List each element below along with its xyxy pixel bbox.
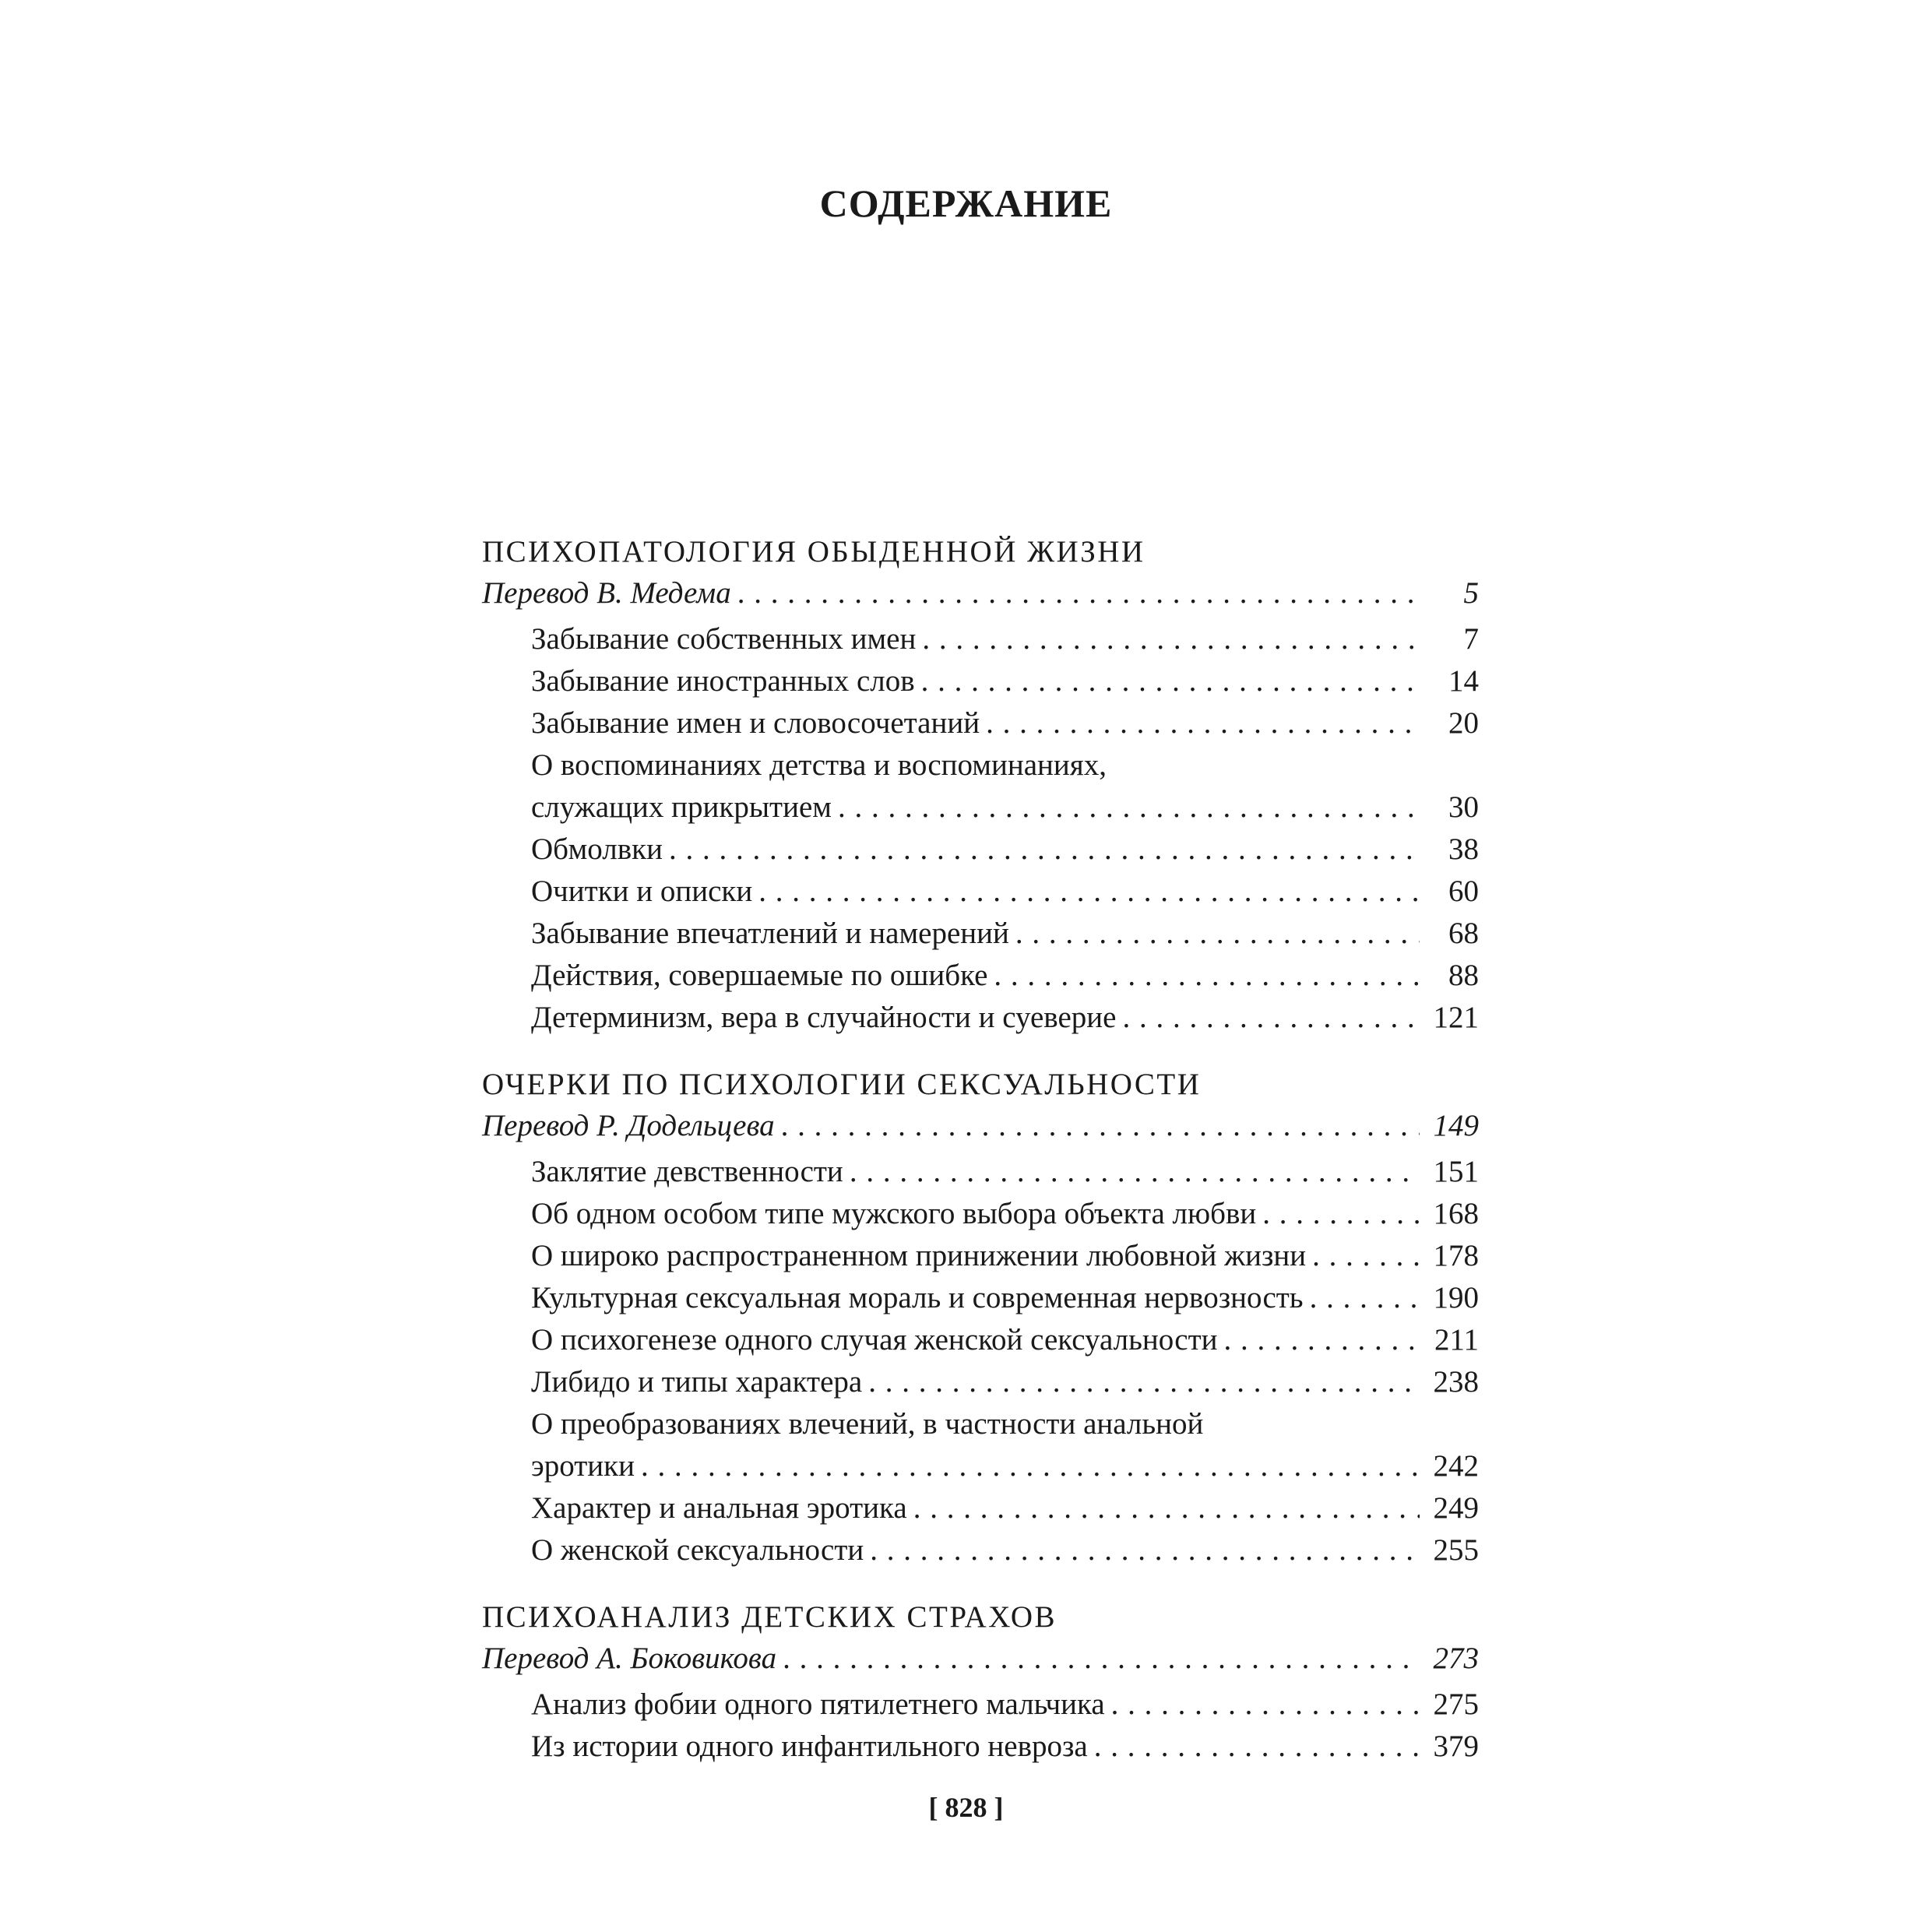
page-ref: 242 — [1433, 1449, 1479, 1483]
entry-title: Характер и анальная эротика — [531, 1491, 907, 1525]
toc-entry[interactable] — [482, 997, 1479, 1039]
toc-entry[interactable] — [482, 1726, 1479, 1768]
toc-entry[interactable] — [482, 1319, 1479, 1361]
page-ref: 190 — [1433, 1281, 1479, 1314]
toc-entry[interactable] — [482, 871, 1479, 913]
page-ref: 178 — [1433, 1239, 1479, 1272]
page-ref: 273 — [1433, 1642, 1479, 1675]
dot-leader — [758, 871, 1420, 913]
entry-title: О широко распространенном принижении любовной жизни — [531, 1239, 1307, 1272]
entry-title: О психогенезе одного случая женской сексуальности — [531, 1323, 1218, 1357]
entry-title-line1: О воспоминаниях детства и воспоминаниях, — [531, 748, 1107, 782]
entry-title-line1: О преобразованиях влечений, в частности анальной — [531, 1407, 1204, 1441]
toc-section — [482, 1597, 1479, 1768]
page-ref: 151 — [1433, 1155, 1479, 1188]
entry-title: Действия, совершаемые по ошибке — [531, 959, 988, 992]
entry-title: О женской сексуальности — [531, 1533, 864, 1567]
dot-leader — [1223, 1319, 1420, 1361]
toc-entry[interactable] — [482, 1487, 1479, 1529]
dot-leader — [922, 618, 1420, 660]
page-ref: 88 — [1448, 959, 1479, 992]
toc-entry[interactable] — [482, 913, 1479, 955]
dot-leader — [641, 1445, 1420, 1487]
toc-entry[interactable] — [482, 1193, 1479, 1235]
page-ref: 5 — [1463, 576, 1479, 610]
dot-leader — [1312, 1235, 1420, 1277]
toc-entry[interactable] — [482, 618, 1479, 660]
entry-title: Анализ фобии одного пятилетнего мальчика — [531, 1687, 1105, 1721]
page-ref: 149 — [1433, 1109, 1479, 1142]
dot-leader — [1310, 1277, 1420, 1319]
translator-entry[interactable] — [482, 1105, 1479, 1147]
page-ref: 275 — [1433, 1687, 1479, 1721]
toc-entry[interactable] — [482, 1235, 1479, 1277]
toc-entry[interactable] — [482, 829, 1479, 871]
page-ref: 30 — [1448, 790, 1479, 824]
dot-leader — [870, 1529, 1420, 1571]
section-title: ОЧЕРКИ ПО ПСИХОЛОГИИ СЕКСУАЛЬНОСТИ — [482, 1068, 1202, 1101]
dot-leader — [838, 787, 1420, 829]
entry-title: Детерминизм, вера в случайности и суеверие — [531, 1001, 1117, 1034]
page-number: [ 828 ] — [928, 1792, 1004, 1823]
toc-entry[interactable] — [482, 1277, 1479, 1319]
dot-leader — [1262, 1193, 1420, 1235]
entry-title: Обмолвки — [531, 832, 663, 866]
page-ref: 211 — [1434, 1323, 1479, 1357]
toc-entry[interactable] — [482, 955, 1479, 997]
dot-leader — [868, 1361, 1420, 1403]
section-title: ПСИХОАНАЛИЗ ДЕТСКИХ СТРАХОВ — [482, 1600, 1057, 1634]
dot-leader — [913, 1487, 1420, 1529]
dot-leader — [1094, 1726, 1420, 1768]
toc-entry[interactable] — [482, 1529, 1479, 1571]
dot-leader — [1122, 997, 1420, 1039]
page-ref: 60 — [1448, 875, 1479, 908]
toc-section — [482, 1065, 1479, 1571]
entry-title: Забывание имен и словосочетаний — [531, 706, 980, 740]
entry-title: Об одном особом типе мужского выбора объекта любви — [531, 1197, 1257, 1230]
dot-leader — [850, 1151, 1420, 1193]
toc-section — [482, 532, 1479, 1039]
entry-title: Культурная сексуальная мораль и современная нервозность — [531, 1281, 1304, 1314]
entry-title: Из истории одного инфантильного невроза — [531, 1730, 1088, 1763]
dot-leader — [986, 702, 1420, 744]
page-ref: 68 — [1448, 917, 1479, 950]
toc-entry-multiline[interactable] — [482, 1403, 1479, 1487]
toc-entry[interactable] — [482, 1361, 1479, 1403]
page-ref: 38 — [1448, 832, 1479, 866]
page-ref: 168 — [1433, 1197, 1479, 1230]
page-ref: 238 — [1433, 1365, 1479, 1399]
translator-entry[interactable] — [482, 572, 1479, 614]
toc-entry[interactable] — [482, 1151, 1479, 1193]
translator-name: Перевод А. Боковикова — [482, 1642, 777, 1675]
dot-leader — [737, 572, 1420, 614]
entry-title: служащих прикрытием — [531, 790, 832, 824]
entry-title: Забывание собственных имен — [531, 622, 917, 656]
dot-leader — [669, 829, 1420, 871]
page-ref: 7 — [1463, 622, 1479, 656]
page-ref: 249 — [1433, 1491, 1479, 1525]
dot-leader — [1015, 913, 1420, 955]
entry-title: Либидо и типы характера — [531, 1365, 863, 1399]
entry-title: Забывание впечатлений и намерений — [531, 917, 1009, 950]
entry-title: эротики — [531, 1449, 635, 1483]
toc-entry[interactable] — [482, 1684, 1479, 1726]
dot-leader — [781, 1105, 1420, 1147]
page-title: СОДЕРЖАНИЕ — [819, 181, 1113, 225]
page-ref: 379 — [1433, 1730, 1479, 1763]
translator-name: Перевод В. Медема — [482, 576, 731, 610]
table-of-contents — [482, 532, 1479, 1793]
toc-entry-multiline[interactable] — [482, 744, 1479, 829]
page-ref: 20 — [1448, 706, 1479, 740]
dot-leader — [994, 955, 1420, 997]
toc-entry[interactable] — [482, 660, 1479, 702]
entry-title: Очитки и описки — [531, 875, 753, 908]
entry-title: Заклятие девственности — [531, 1155, 843, 1188]
dot-leader — [783, 1638, 1420, 1680]
entry-title: Забывание иностранных слов — [531, 664, 915, 698]
page-ref: 121 — [1433, 1001, 1479, 1034]
page-ref: 14 — [1448, 664, 1479, 698]
translator-entry[interactable] — [482, 1638, 1479, 1680]
translator-name: Перевод Р. Додельцева — [482, 1109, 775, 1142]
page-ref: 255 — [1433, 1533, 1479, 1567]
toc-entry[interactable] — [482, 702, 1479, 744]
dot-leader — [1111, 1684, 1420, 1726]
section-title: ПСИХОПАТОЛОГИЯ ОБЫДЕННОЙ ЖИЗНИ — [482, 535, 1145, 568]
dot-leader — [921, 660, 1420, 702]
